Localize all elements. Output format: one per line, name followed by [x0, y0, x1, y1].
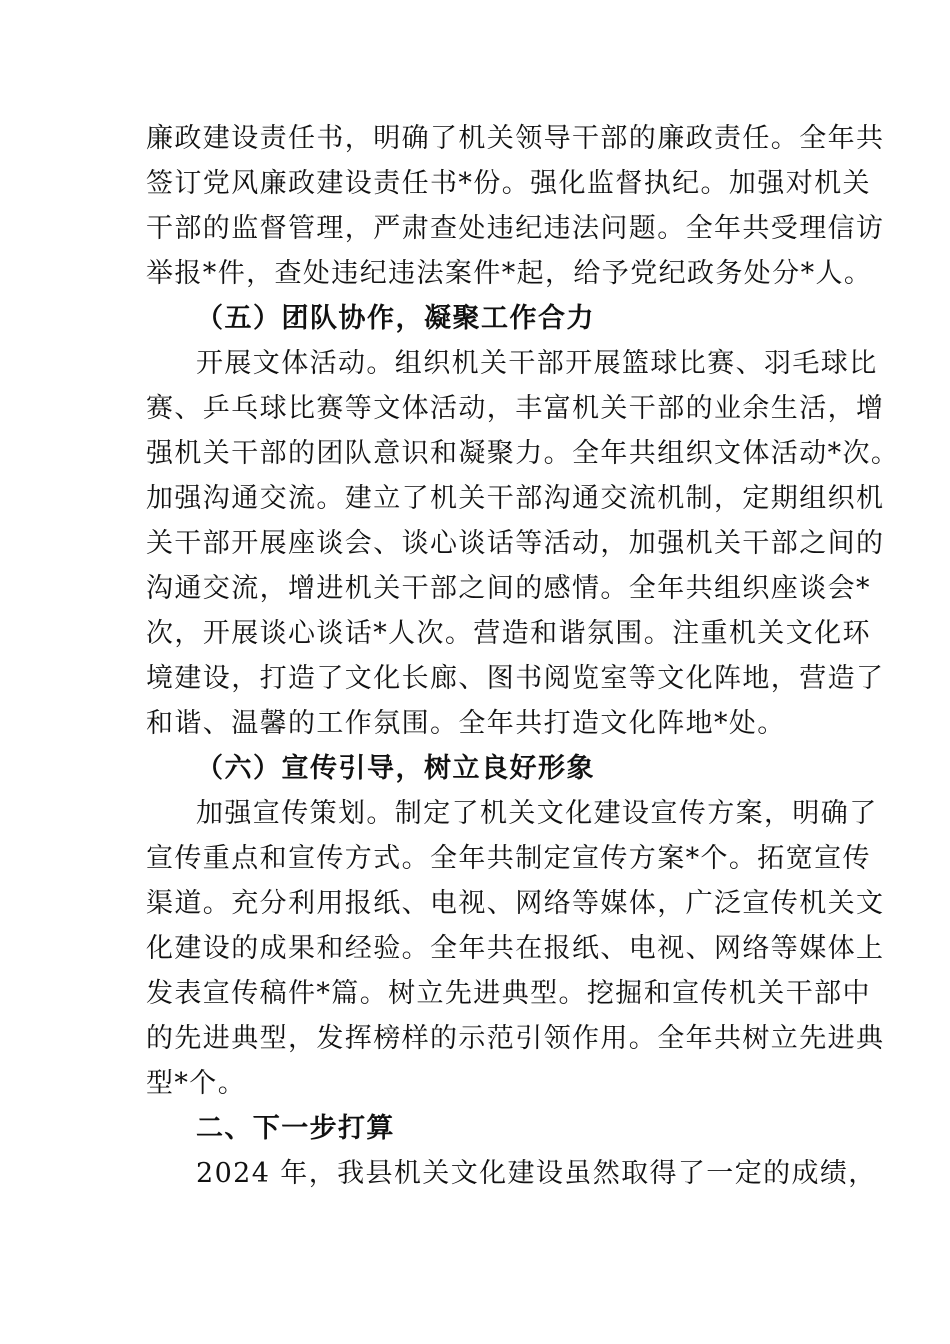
body-text-line: 发表宣传稿件*篇。树立先进典型。挖掘和宣传机关干部中 [146, 978, 871, 1009]
body-text-line: 关干部开展座谈会、谈心谈话等活动，加强机关干部之间的 [146, 528, 885, 559]
body-text-line: 化建设的成果和经验。全年共在报纸、电视、网络等媒体上 [146, 933, 885, 964]
body-text-line: 加强沟通交流。建立了机关干部沟通交流机制，定期组织机 [146, 483, 885, 514]
body-text-line: 举报*件，查处违纪违法案件*起，给予党纪政务处分*人。 [146, 258, 873, 289]
subsection-heading-five: （五）团队协作，凝聚工作合力 [196, 303, 595, 334]
body-text-line: 宣传重点和宣传方式。全年共制定宣传方案*个。拓宽宣传 [146, 843, 871, 874]
body-text-line: 2024 年，我县机关文化建设虽然取得了一定的成绩， [196, 1158, 877, 1189]
body-text-line: 开展文体活动。组织机关干部开展篮球比赛、羽毛球比 [196, 348, 878, 379]
body-text-line: 赛、乒乓球比赛等文体活动，丰富机关干部的业余生活，增 [146, 393, 885, 424]
subsection-heading-six: （六）宣传引导，树立良好形象 [196, 753, 595, 784]
body-text-line: 次，开展谈心谈话*人次。营造和谐氛围。注重机关文化环 [146, 618, 871, 649]
body-text-line: 强机关干部的团队意识和凝聚力。全年共组织文体活动*次。 [146, 438, 900, 469]
body-text-line: 签订党风廉政建设责任书*份。强化监督执纪。加强对机关 [146, 168, 871, 199]
body-text-line: 廉政建设责任书，明确了机关领导干部的廉政责任。全年共 [146, 123, 885, 154]
body-text-line: 干部的监督管理，严肃查处违纪违法问题。全年共受理信访 [146, 213, 885, 244]
body-text-line: 的先进典型，发挥榜样的示范引领作用。全年共树立先进典 [146, 1023, 885, 1054]
body-text-line: 和谐、温馨的工作氛围。全年共打造文化阵地*处。 [146, 708, 786, 739]
body-text-line: 渠道。充分利用报纸、电视、网络等媒体，广泛宣传机关文 [146, 888, 885, 919]
body-text-line: 型*个。 [146, 1068, 247, 1099]
body-text-line: 加强宣传策划。制定了机关文化建设宣传方案，明确了 [196, 798, 878, 829]
body-text-line: 沟通交流，增进机关干部之间的感情。全年共组织座谈会* [146, 573, 871, 604]
body-text-line: 境建设，打造了文化长廊、图书阅览室等文化阵地，营造了 [146, 663, 885, 694]
section-heading-next-steps: 二、下一步打算 [196, 1113, 395, 1144]
